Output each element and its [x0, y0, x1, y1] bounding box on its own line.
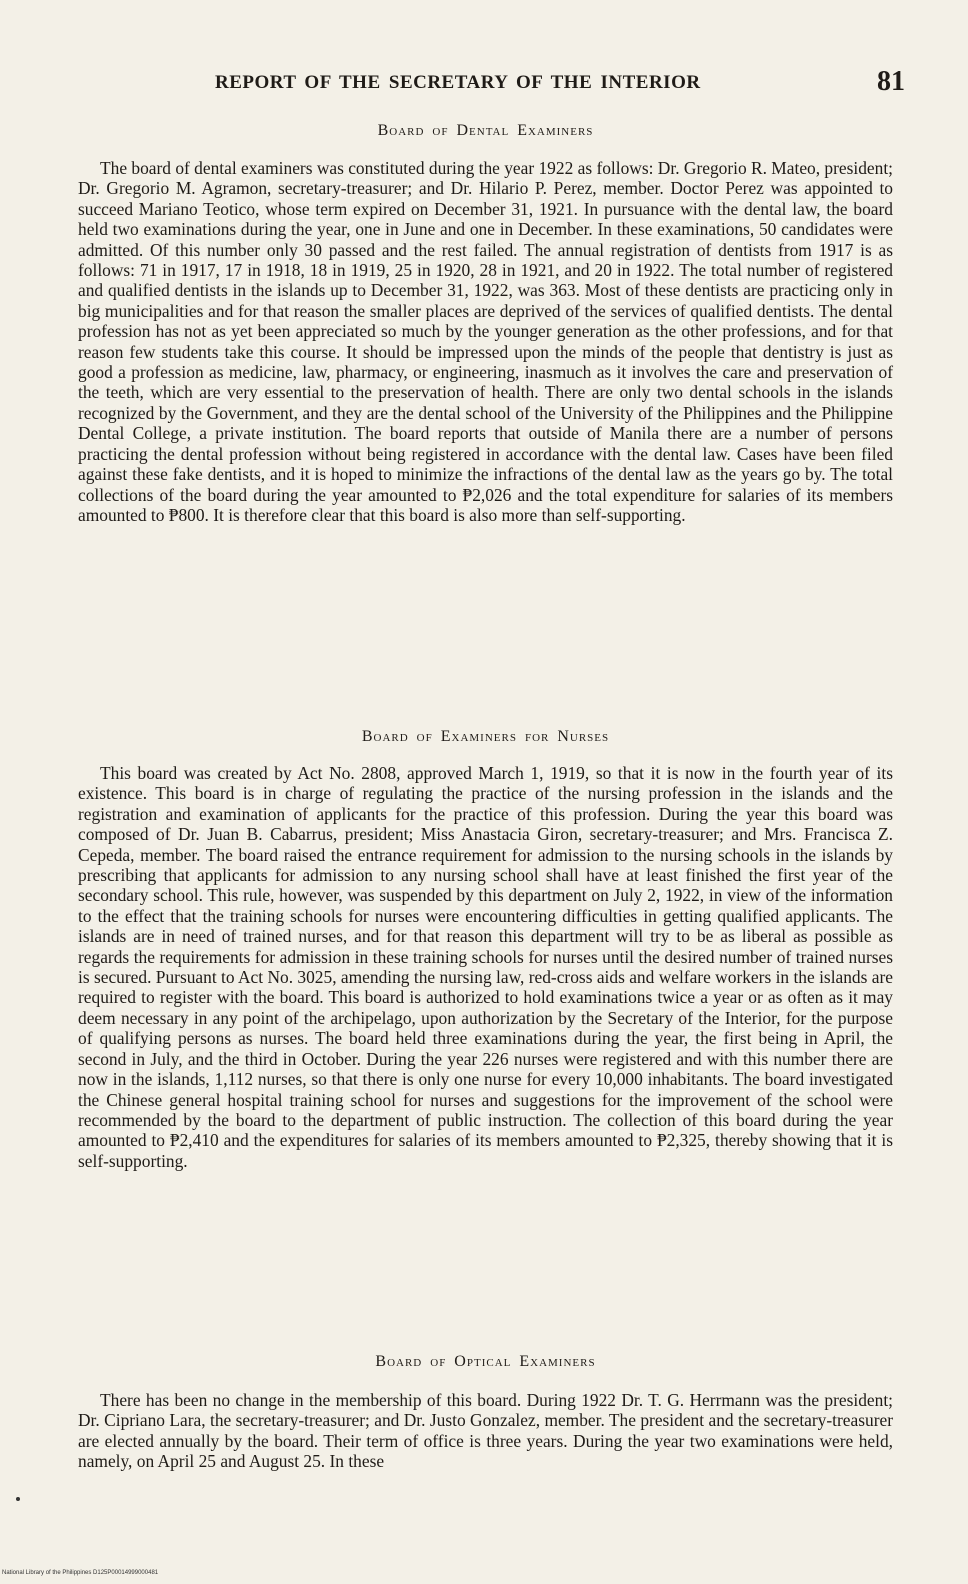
section-heading-optical: Board of Optical Examiners [375, 1353, 596, 1370]
paragraph-dental: The board of dental examiners was constituted during the year 1922 as follows: Dr. Gregorio R. Mateo, president; Dr. Gregorio M. Agramon, secretary-treasurer; and Dr. Hilario P. Perez, member. Doctor Perez was appointed to succeed Mariano Teotico, whose term expired on December 31, 1921. In pursuance with the dental law, the board held two examinations during the year, one in June and one in December. In these examinations, 50 candidates were admitted. Of this number only 30 passed and the rest failed. The annual registration of dentists from 1917 is as follows: 71 in 1917, 17 in 1918, 18 in 1919, 25 in 1920, 28 in 1921, and 20 in 1922. The total number of registered and qualified dentists in the islands up to December 31, 1922, was 363. Most of these dentists are practicing only in big municipalities and for that reason the smaller places are deprived of the services of qualified dentists. The dental profession has not as yet been appreciated so much by the younger generation as the other professions, and for that reason few students take this course. It should be impressed upon the minds of the people that dentistry is just as good a profession as medicine, law, pharmacy, or engineering, inasmuch as it involves the care and preservation of the teeth, which are very essential to the preservation of health. There are only two dental schools in the islands recognized by the Government, and they are the dental school of the University of the Philippines and the Philippine Dental College, a private institution. The board reports that outside of Manila there are a number of persons practicing the dental profession without being registered in accordance with the dental law. Cases have been filed against these fake dentists, and it is hoped to minimize the infractions of the dental law as the years go by. The total collections of the board during the year amounted to ₱2,026 and the total expenditure for salaries of its members amounted to ₱800. It is therefore clear that this board is also more than self-supporting. [78, 158, 894, 525]
section-heading-nurses: Board of Examiners for Nurses [361, 728, 610, 745]
running-title: REPORT OF THE SECRETARY OF THE INTERIOR [215, 72, 701, 93]
scan-speck [16, 1497, 20, 1501]
page-number: 81 [877, 66, 905, 97]
section-heading-dental: Board of Dental Examiners [377, 122, 594, 139]
paragraph-optical: There has been no change in the membership of this board. During 1922 Dr. T. G. Herrmann was the president; Dr. Cipriano Lara, the secretary-treasurer; and Dr. Justo Gonzalez, member. The president and the secretary-treasurer are elected annually by the board. Their term of office is three years. During the year two examinations were held, namely, on April 25 and August 25. In these [78, 1390, 893, 1472]
paragraph-nurses: This board was created by Act No. 2808, approved March 1, 1919, so that it is now in the fourth year of its existence. This board is in charge of regulating the practice of the nursing profession in the islands and the registration and examination of applicants for the practice of this profession. During the year this board was composed of Dr. Juan B. Cabarrus, president; Miss Anastacia Giron, secretary-treasurer; and Mrs. Francisca Z. Cepeda, member. The board raised the entrance requirement for admission to the nursing schools in the islands by prescribing that applicants for admission to any nursing school shall have at least finished the first year of the secondary school. This rule, however, was suspended by this department on July 2, 1922, in view of the information to the effect that the training schools for nurses were encountering difficulties in getting qualified applicants. The islands are in need of trained nurses, and for that reason this department will try to be as liberal as possible as regards the requirements for admission in these training schools for nurses until the desired number of trained nurses is secured. Pursuant to Act No. 3025, amending the nursing law, red-cross aids and welfare workers in the islands are required to register with the board. This board is authorized to hold examinations twice a year or as often as it may deem necessary in any point of the archipelago, upon authorization by the Secretary of the Interior, for the purpose of qualifying persons as nurses. The board held three examinations during the year, the first being in April, the second in July, and the third in October. During the year 226 nurses were registered and with this number there are now in the islands, 1,112 nurses, so that there is only one nurse for every 10,000 inhabitants. The board investigated the Chinese general hospital training school for nurses and suggestions for the improvement of the school were recommended by the board to the department of public instruction. The collection of this board during the year amounted to ₱2,410 and the expenditures for salaries of its members amounted to ₱2,325, thereby showing that it is self-supporting. [78, 763, 893, 1171]
scan-credit: National Library of the Philippines D125P00014999000481 [2, 1570, 159, 1576]
running-head [215, 66, 905, 100]
